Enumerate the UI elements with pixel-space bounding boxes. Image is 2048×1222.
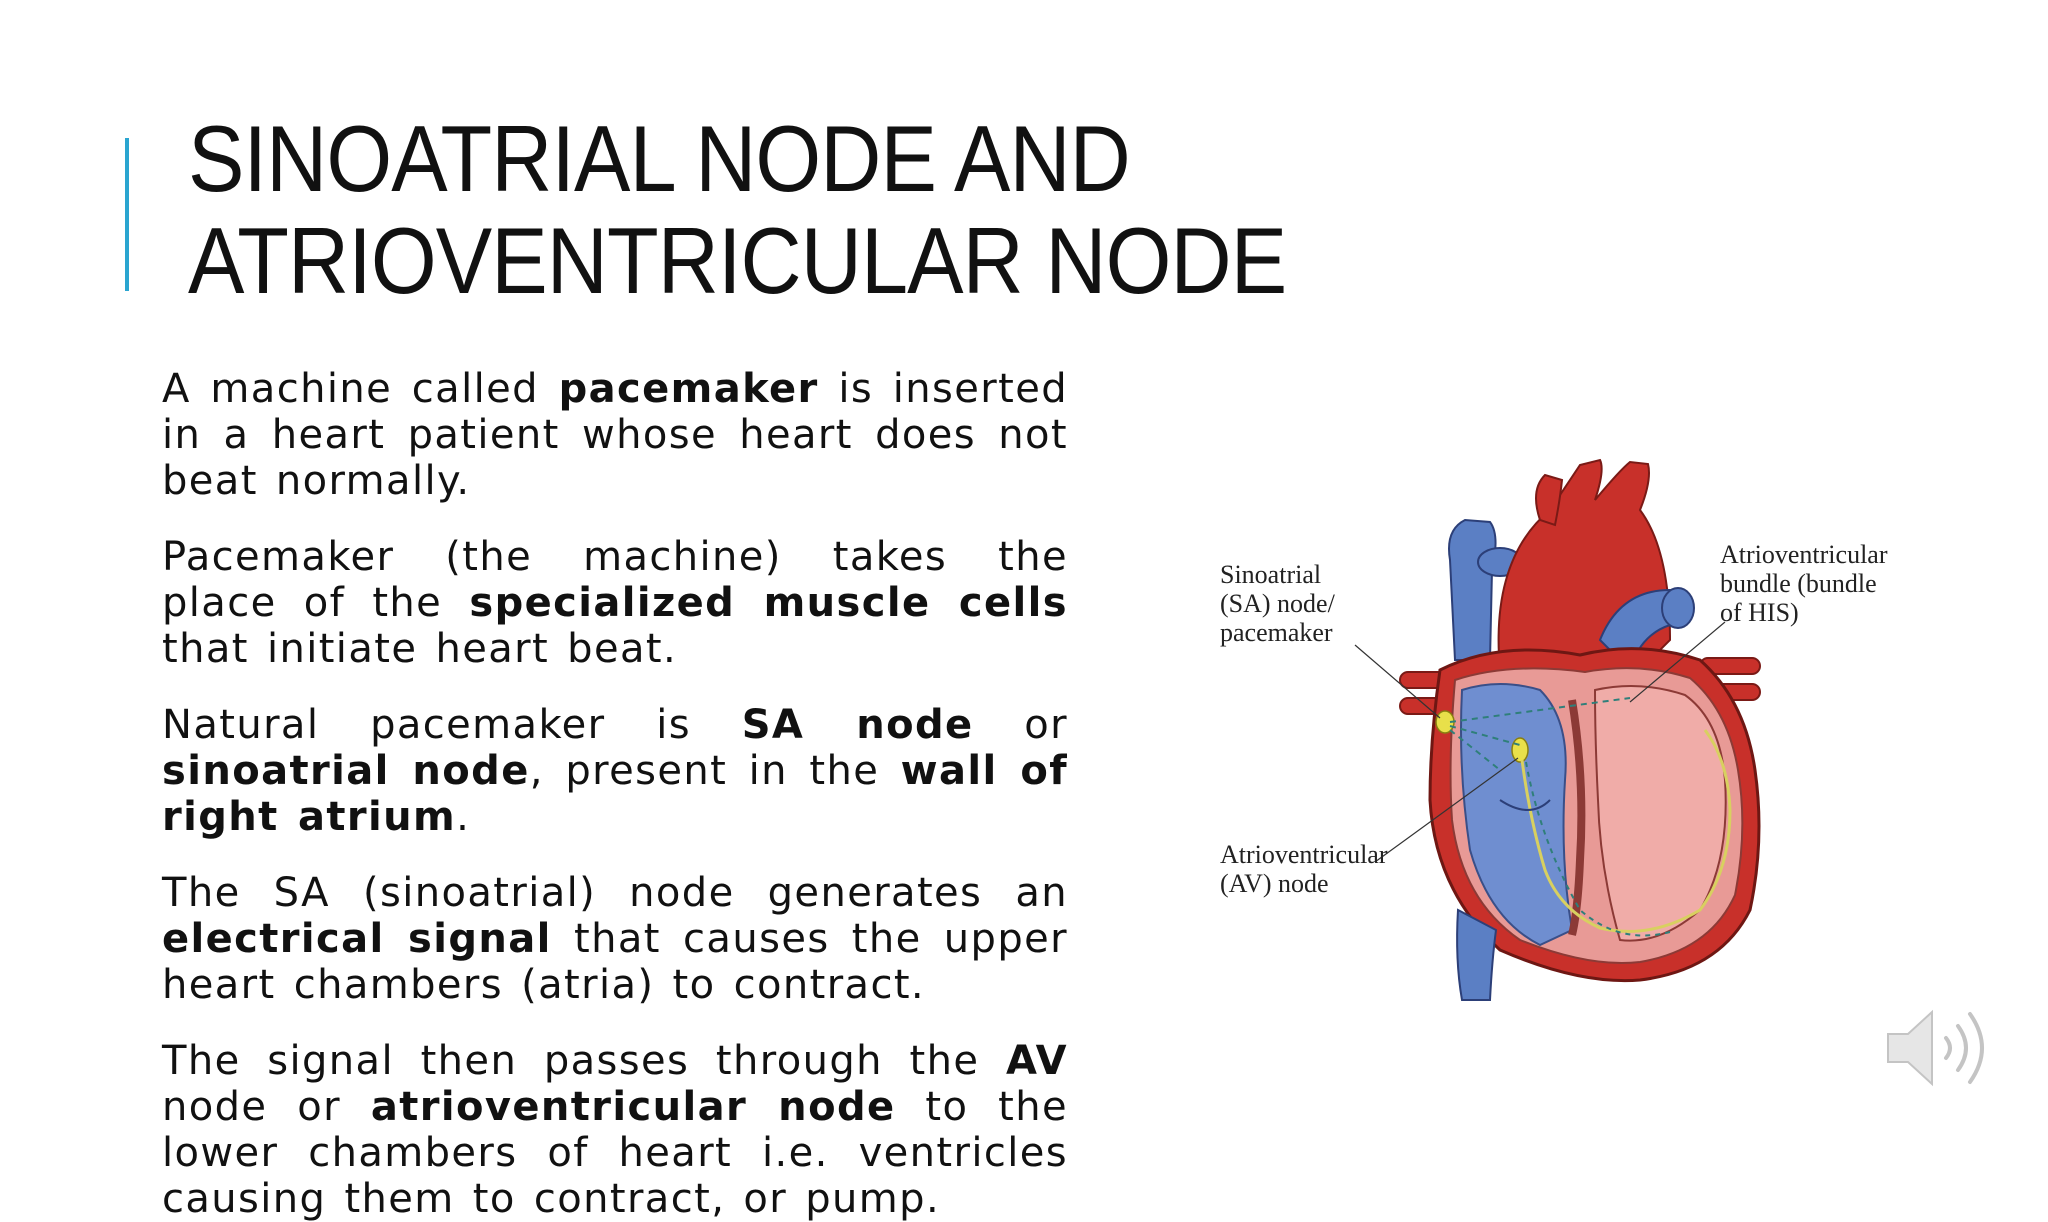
title-line-1: SINOATRIAL NODE AND xyxy=(188,106,1130,211)
audio-button[interactable] xyxy=(1880,1000,2000,1096)
text-run: The signal then passes through the xyxy=(162,1038,1006,1084)
text-run: Natural pacemaker is xyxy=(162,702,742,748)
bold-term: atrioventricular node xyxy=(370,1084,896,1130)
text-run: is inserted in a heart patient whose heart does not beat normally. xyxy=(162,366,1068,504)
body-paragraph xyxy=(162,366,1068,504)
heart-conduction-diagram xyxy=(1200,440,1930,1000)
text-run: Pacemaker (the machine) takes the place of the xyxy=(162,534,1068,626)
body-paragraph xyxy=(162,870,1068,1008)
bold-term: wall of right atrium xyxy=(162,748,1068,840)
bold-term: electrical signal xyxy=(162,916,552,962)
text-run: that causes the upper heart chambers (atria) to contract. xyxy=(162,916,1068,1008)
text-run: to the lower chambers of heart i.e. ventricles causing them to contract, or pump. xyxy=(162,1084,1069,1222)
bold-term: pacemaker xyxy=(558,366,819,412)
title-accent-bar xyxy=(125,138,129,291)
body-paragraph xyxy=(162,1038,1068,1222)
bold-term: AV xyxy=(1006,1038,1068,1084)
text-run: that initiate heart beat. xyxy=(162,626,678,672)
body-paragraph xyxy=(162,702,1068,840)
speaker-icon xyxy=(1880,1000,2000,1096)
label-sa-node: Sinoatrial (SA) node/ pacemaker xyxy=(1220,560,1335,647)
text-run: or xyxy=(973,702,1068,748)
heart-illustration xyxy=(1200,440,1930,1000)
bold-term: SA node xyxy=(741,702,974,748)
text-run: , present in the xyxy=(529,748,901,794)
title-line-2: ATRIOVENTRICULAR NODE xyxy=(188,208,1287,313)
slide-body xyxy=(162,366,1069,1222)
slide-title xyxy=(188,108,1358,312)
text-run: A machine called xyxy=(162,366,559,412)
text-run: node or xyxy=(162,1084,371,1130)
label-av-bundle: Atrioventricular bundle (bundle of HIS) xyxy=(1720,540,1888,627)
text-run: . xyxy=(456,794,471,840)
bold-term: sinoatrial node xyxy=(162,748,530,794)
text-run: The SA (sinoatrial) node generates an xyxy=(162,870,1068,916)
label-av-node: Atrioventricular (AV) node xyxy=(1220,840,1388,898)
bold-term: specialized muscle cells xyxy=(469,580,1068,626)
body-paragraph xyxy=(162,534,1068,672)
